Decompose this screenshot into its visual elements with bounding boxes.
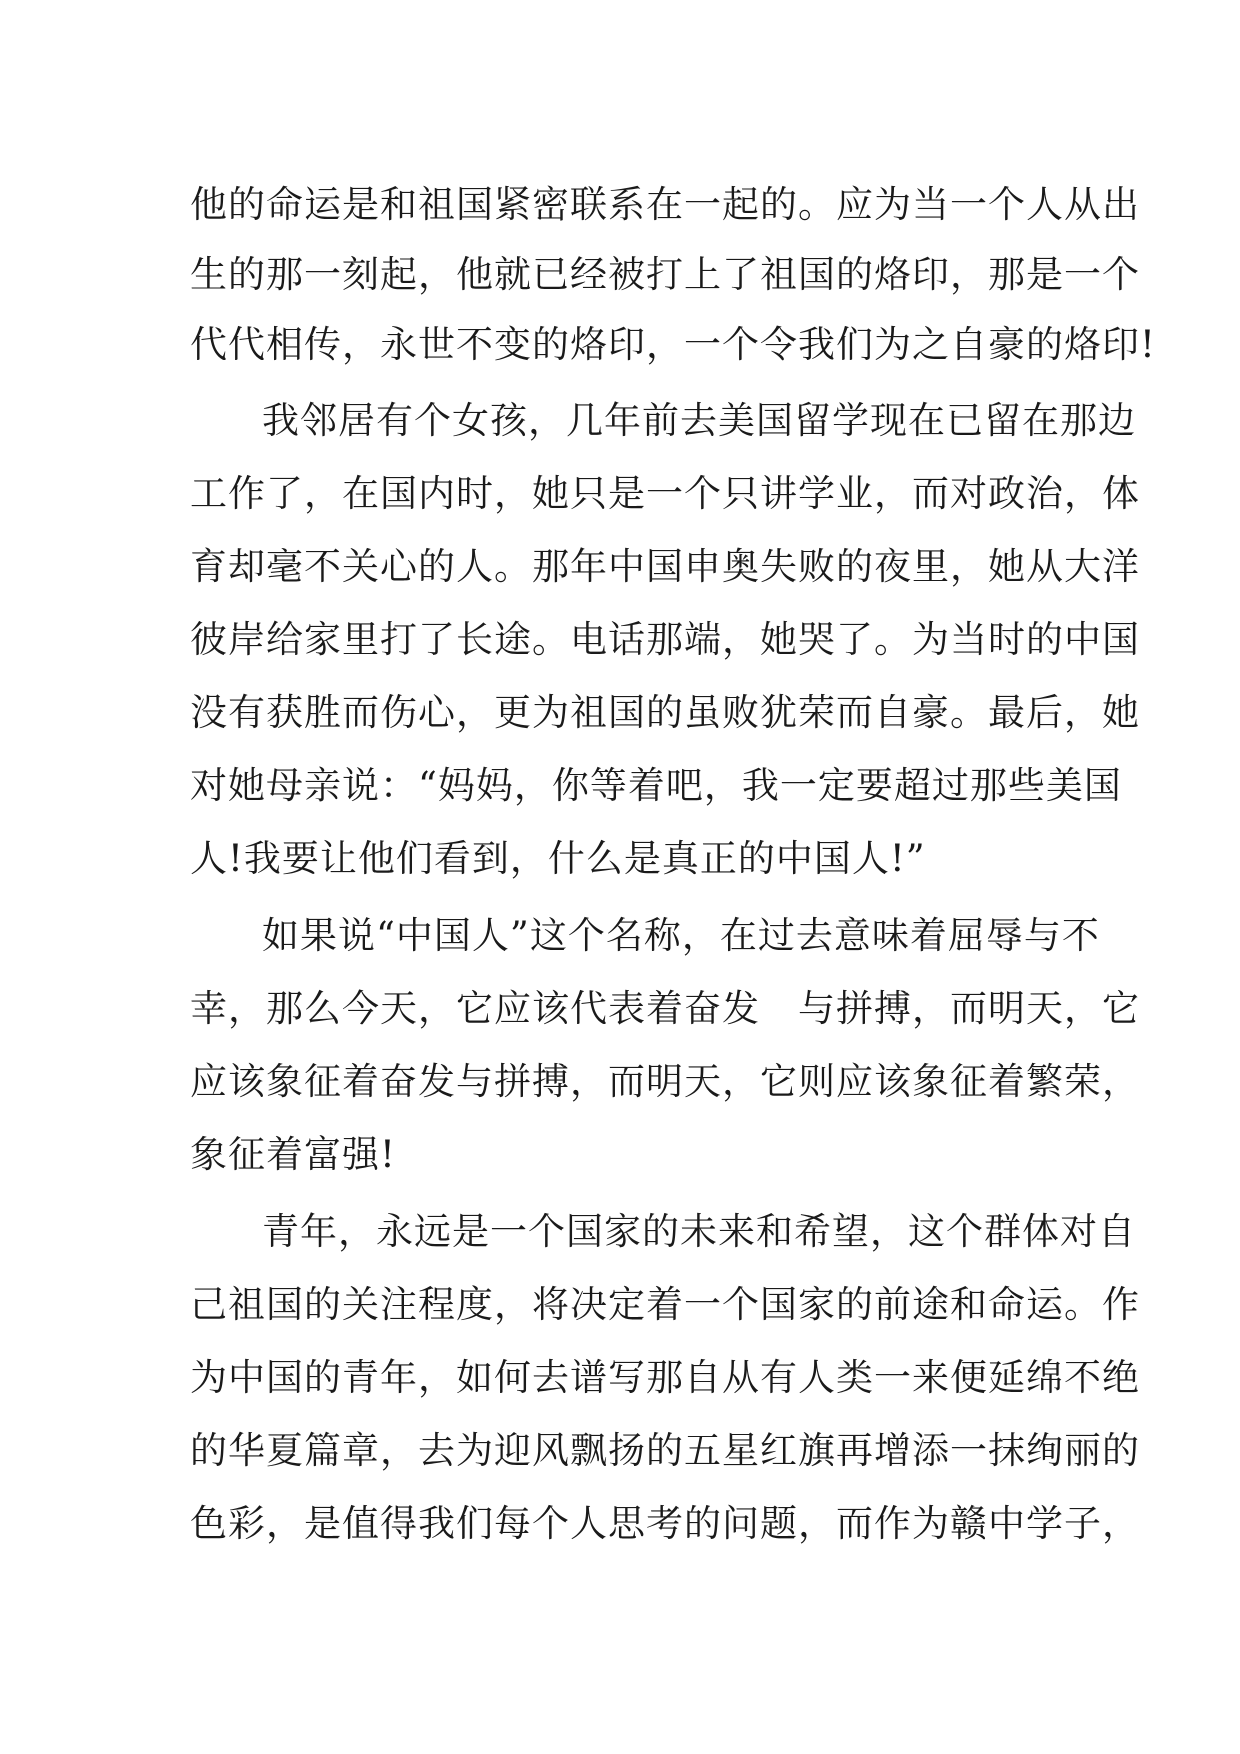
text-line: 生的那一刻起，他就已经被打上了祖国的烙印，那是一个 (190, 253, 1140, 296)
text-line: 色彩，是值得我们每个人思考的问题，而作为赣中学子， (190, 1502, 1140, 1545)
text-line: 工作了，在国内时，她只是一个只讲学业，而对政治，体 (190, 472, 1140, 515)
paragraph-first-line: 青年，永远是一个国家的未来和希望，这个群体对自 (262, 1210, 1136, 1253)
text-line: 对她母亲说：“妈妈，你等着吧，我一定要超过那些美国 (190, 764, 1122, 807)
paragraph-first-line: 如果说“中国人”这个名称，在过去意味着屈辱与不 (262, 914, 1100, 957)
text-line: 幸，那么今天，它应该代表着奋发 与拼搏，而明天，它 (190, 987, 1140, 1030)
text-line: 为中国的青年，如何去谱写那自从有人类一来便延绵不绝 (190, 1356, 1140, 1399)
text-line: 人!我要让他们看到，什么是真正的中国人!” (190, 837, 926, 880)
text-line: 没有获胜而伤心，更为祖国的虽败犹荣而自豪。最后，她 (190, 691, 1140, 734)
text-line: 象征着富强! (190, 1133, 396, 1176)
text-line: 他的命运是和祖国紧密联系在一起的。应为当一个人从出 (190, 183, 1140, 226)
text-line: 育却毫不关心的人。那年中国申奥失败的夜里，她从大洋 (190, 545, 1140, 588)
paragraph-first-line: 我邻居有个女孩，几年前去美国留学现在已留在那边 (262, 399, 1136, 442)
text-line: 彼岸给家里打了长途。电话那端，她哭了。为当时的中国 (190, 618, 1140, 661)
text-line: 己祖国的关注程度，将决定着一个国家的前途和命运。作 (190, 1283, 1140, 1326)
text-line: 代代相传，永世不变的烙印，一个令我们为之自豪的烙印! (190, 323, 1156, 366)
text-line: 应该象征着奋发与拼搏，而明天，它则应该象征着繁荣， (190, 1060, 1140, 1103)
text-line: 的华夏篇章，去为迎风飘扬的五星红旗再增添一抹绚丽的 (190, 1429, 1140, 1472)
